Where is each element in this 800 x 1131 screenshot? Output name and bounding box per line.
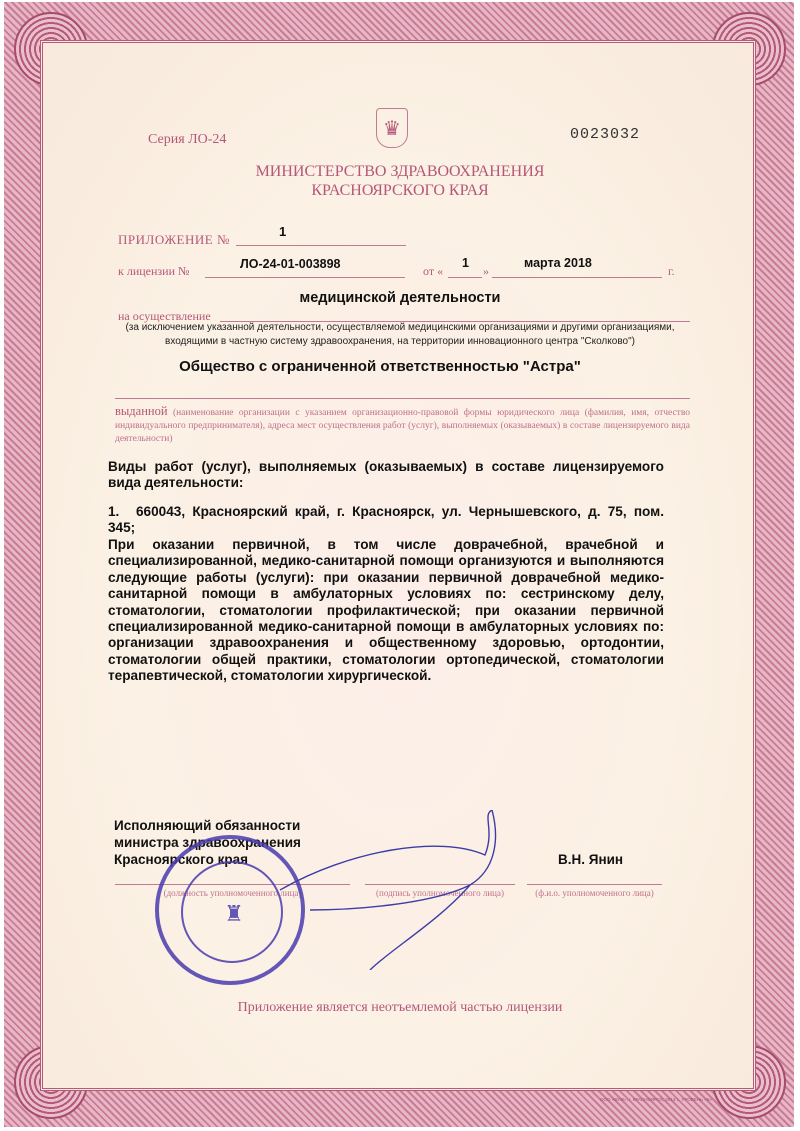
address-item xyxy=(108,504,664,537)
signatory-name: В.Н. Янин xyxy=(558,852,624,867)
position-line: Красноярского края xyxy=(114,852,249,867)
ministry-title: МИНИСТЕРСТВО ЗДРАВООХРАНЕНИЯ xyxy=(255,163,545,180)
license-label: к лицензии № xyxy=(118,264,190,278)
caption-name: (ф.и.о. уполномоченного лица) xyxy=(535,888,654,898)
caption-position: (должность уполномоченного лица) xyxy=(163,888,302,898)
activity-label: на осуществление xyxy=(118,309,211,323)
license-month-year: марта 2018 xyxy=(524,256,592,270)
form-number: 0023032 xyxy=(570,126,641,143)
printer-info: ООО «ВУЖ», г. КРАСНОЯРСК, 2013 г., УРОВЕНЬ «Б» xyxy=(600,1097,713,1102)
activity-type: медицинской деятельности xyxy=(299,290,501,306)
position-line: министра здравоохранения xyxy=(114,835,301,850)
item-number: 1. xyxy=(108,504,120,519)
issued-note xyxy=(115,405,690,446)
footer-note: Приложение является неотъемлемой частью лицензии xyxy=(237,1000,563,1015)
appendix-label: ПРИЛОЖЕНИЕ № xyxy=(118,232,230,247)
date-prefix: от « xyxy=(423,264,444,278)
date-quote: » xyxy=(483,264,489,278)
license-number: ЛО-24-01-003898 xyxy=(240,257,341,271)
activity-note-2: входящими в частную систему здравоохранения, на территории инновационного центра "Сколково") xyxy=(165,336,635,347)
coat-of-arms-icon: ♛ xyxy=(376,108,408,148)
year-suffix: г. xyxy=(668,264,675,278)
address-text: 660043, Красноярский край, г. Красноярск, ул. Чернышевского, д. 75, пом. 345; xyxy=(108,504,664,536)
ministry-subtitle: КРАСНОЯРСКОГО КРАЯ xyxy=(311,182,489,199)
caption-signature: (подпись уполномоченного лица) xyxy=(376,888,504,898)
appendix-number: 1 xyxy=(279,224,287,239)
official-seal: ♜ xyxy=(155,835,305,985)
handwritten-signature xyxy=(270,810,500,970)
issued-description: (наименование организации с указанием организационно-правовой формы юридического лица (фамилия, имя, отчество индивидуального предпринимателя), адреса мест осуществления работ (услуг), выполняемых (оказываемых) в составе лицензируемого вида деятельности) xyxy=(115,408,690,444)
position-line: Исполняющий обязанности xyxy=(114,818,301,833)
services-text: При оказании первичной, в том числе доврачебной, врачебной и специализированной, медико-санитарной помощи организуются и выполняются следующие работы (услуги): при оказании первичной доврачебной медико-санитарной помощи в амбулаторных условиях по: сестринскому делу, стоматологии, стоматологии профилактической; при оказании первичной специализированной медико-санитарной помощи в амбулаторных условиях по: организации здравоохранения и общественному здоровью, ортодонтии, стоматологии общей практики, стоматологии ортопедической, стоматологии терапевтической, стоматологии хирургической. xyxy=(108,537,664,684)
license-day: 1 xyxy=(462,256,469,270)
issued-label: выданной xyxy=(115,404,168,418)
services-heading: Виды работ (услуг), выполняемых (оказываемых) в составе лицензируемого вида деятельности: xyxy=(108,459,664,491)
activity-note-1: (за исключением указанной деятельности, осуществляемой медицинскими организациями и другими организациями, xyxy=(125,322,675,333)
organization-name: Общество с ограниченной ответственностью "Астра" xyxy=(179,358,581,375)
series-label: Серия ЛО-24 xyxy=(148,132,227,147)
